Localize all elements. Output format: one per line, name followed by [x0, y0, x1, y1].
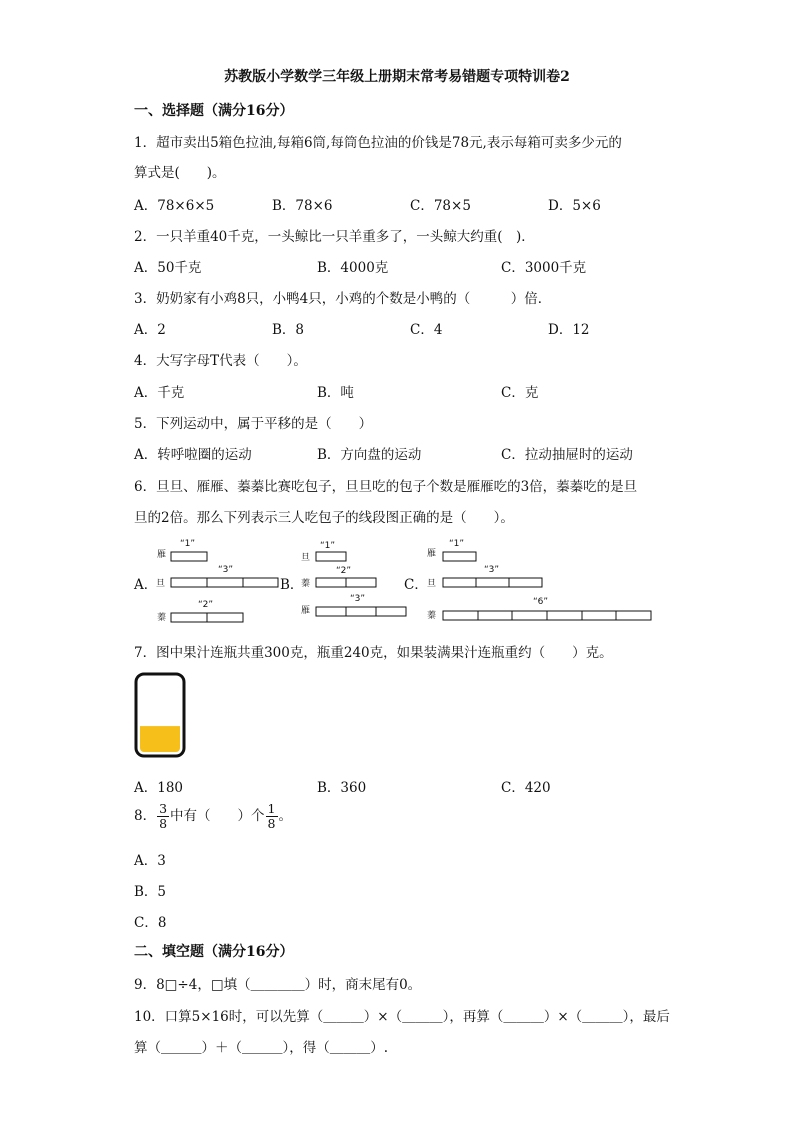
question-2-text: 2．一只羊重40千克，一头鲸比一只羊重多了，一头鲸大约重( )． — [134, 229, 535, 245]
section-choice-heading: 一、选择题（满分16分） — [134, 103, 294, 119]
q3-option-c[interactable]: C．4 — [410, 322, 443, 338]
diagram-b-dan-bar — [316, 552, 346, 561]
question-8-text — [134, 802, 292, 831]
question-5-text: 5．下列运动中，属于平移的是（ ） — [134, 416, 373, 432]
diagram-b-dan-name: 旦 — [301, 553, 311, 563]
q1-option-a[interactable]: A．78×6×5 — [134, 198, 215, 214]
q2-option-b[interactable]: B．4000克 — [317, 260, 389, 276]
diagram-a-dan-bar — [171, 578, 278, 587]
q6-option-b[interactable]: B． — [280, 577, 304, 593]
q7-option-a[interactable]: A．180 — [134, 780, 184, 796]
fraction-three-eighths — [157, 802, 169, 831]
section-fill-heading: 二、填空题（满分16分） — [134, 944, 294, 960]
question-10-text-cont: 算（＿＿＿）＋（＿＿＿），得（＿＿＿）. — [134, 1040, 389, 1056]
q8-middle: 中有（ ）个 — [170, 808, 265, 824]
q4-option-a[interactable]: A．千克 — [134, 385, 185, 401]
question-6-text: 6．旦旦、雁雁、蓁蓁比赛吃包子，旦旦吃的包子个数是雁雁吃的3倍，蓁蓁吃的是旦 — [134, 479, 638, 495]
q3-option-a[interactable]: A．2 — [134, 322, 166, 338]
fraction-one-eighth — [266, 802, 278, 831]
question-1-text: 1．超市卖出5箱色拉油,每箱6筒,每筒色拉油的价钱是78元,表示每箱可卖多少元的 — [134, 135, 622, 151]
fraction-denominator: 8 — [159, 816, 168, 831]
q3-option-d[interactable]: D．12 — [548, 322, 590, 338]
fraction-numerator: 3 — [159, 801, 168, 816]
q1-option-c[interactable]: C．78×5 — [410, 198, 471, 214]
q8-suffix: 。 — [278, 808, 292, 824]
q8-option-c[interactable]: C．8 — [134, 915, 167, 931]
diagram-a-yan-name: 雁 — [157, 550, 167, 560]
q7-option-b[interactable]: B．360 — [317, 780, 367, 796]
diagram-a-zhen-name: 蓁 — [157, 613, 167, 623]
q6-option-c[interactable]: C． — [404, 577, 428, 593]
q6-option-a[interactable]: A． — [134, 577, 158, 593]
question-10-text: 10．口算5×16时，可以先算（＿＿＿）×（＿＿＿），再算（＿＿＿）×（＿＿＿），最后 — [134, 1009, 670, 1025]
fraction-denominator: 8 — [267, 816, 276, 831]
diagram-a-label-3: “3” — [218, 565, 234, 575]
question-4-text: 4．大写字母T代表（ ）。 — [134, 353, 307, 369]
diagram-a-label-2: “2” — [198, 600, 214, 610]
question-1-text-cont: 算式是( )。 — [134, 165, 226, 181]
juice-bottle — [134, 672, 186, 758]
juice-fill — [140, 726, 180, 752]
q2-option-a[interactable]: A．50千克 — [134, 260, 202, 276]
fraction-numerator: 1 — [267, 801, 276, 816]
q3-option-b[interactable]: B．8 — [272, 322, 305, 338]
q1-option-d[interactable]: D．5×6 — [548, 198, 601, 214]
diagram-c-yan-name: 雁 — [427, 549, 437, 559]
diagram-c-label-6: “6” — [533, 597, 549, 607]
diagram-c-zhen-name: 蓁 — [427, 611, 437, 621]
q8-prefix: 8． — [134, 808, 157, 824]
q5-option-c[interactable]: C．拉动抽屉时的运动 — [501, 447, 633, 463]
q5-option-a[interactable]: A．转呼啦圈的运动 — [134, 447, 252, 463]
diagram-b-zhen-name: 蓁 — [301, 579, 311, 589]
page-title: 苏教版小学数学三年级上册期末常考易错题专项特训卷2 — [224, 69, 570, 85]
diagram-b-yan-name: 雁 — [301, 606, 311, 616]
q7-option-c[interactable]: C．420 — [501, 780, 551, 796]
diagram-b-yan-bar — [316, 607, 406, 616]
q2-option-c[interactable]: C．3000千克 — [501, 260, 587, 276]
diagram-c-label-1: “1” — [449, 539, 465, 549]
diagram-c-label-3: “3” — [484, 565, 500, 575]
q1-option-b[interactable]: B．78×6 — [272, 198, 333, 214]
diagram-a-label-1: “1” — [180, 539, 196, 549]
diagram-c-yan-bar — [443, 552, 476, 561]
q8-option-a[interactable]: A．3 — [134, 853, 166, 869]
diagram-c-dan-bar — [443, 578, 542, 587]
diagram-a-dan-name: 旦 — [156, 579, 166, 589]
question-3-text: 3．奶奶家有小鸡8只，小鸭4只，小鸡的个数是小鸭的（ ）倍． — [134, 291, 552, 307]
q4-option-c[interactable]: C．克 — [501, 385, 539, 401]
q5-option-b[interactable]: B．方向盘的运动 — [317, 447, 422, 463]
q4-option-b[interactable]: B．吨 — [317, 385, 354, 401]
question-9-text: 9．8□÷4，□填（＿＿＿＿）时，商末尾有0。 — [134, 977, 422, 993]
question-7-text: 7．图中果汁连瓶共重300克，瓶重240克，如果装满果汁连瓶重约（ ）克。 — [134, 645, 613, 661]
q8-option-b[interactable]: B．5 — [134, 884, 167, 900]
question-6-text-cont: 旦的2倍。那么下列表示三人吃包子的线段图正确的是（ ）。 — [134, 510, 514, 526]
diagram-b-label-3: “3” — [350, 594, 366, 604]
diagram-a-yan-bar — [171, 552, 207, 561]
diagram-b-label-2: “2” — [336, 566, 352, 576]
diagram-c-dan-name: 旦 — [427, 579, 437, 589]
diagram-b-label-1: “1” — [320, 541, 336, 551]
